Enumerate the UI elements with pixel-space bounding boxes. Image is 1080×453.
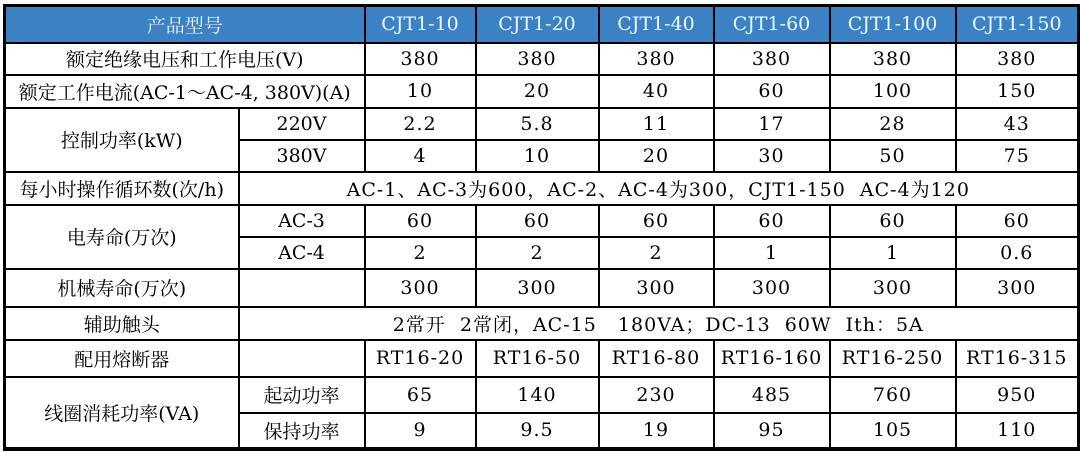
value-cell: 300 — [956, 269, 1079, 307]
value-cell: 2.2 — [365, 108, 476, 140]
value-cell: 60 — [830, 205, 956, 237]
value-cell: 20 — [476, 75, 599, 108]
value-cell: 4 — [365, 140, 476, 172]
value-cell: 760 — [830, 377, 956, 413]
value-cell: 380 — [476, 43, 599, 75]
value-cell: 20 — [599, 140, 714, 172]
row-label: 额定工作电流(AC-1～AC-4, 380V)(A) — [5, 75, 365, 108]
value-cell: 60 — [476, 205, 599, 237]
header-row — [5, 6, 1079, 43]
value-cell: 28 — [830, 108, 956, 140]
value-cell: 60 — [956, 205, 1079, 237]
row-rated-current — [5, 75, 1079, 108]
sub-label: AC-4 — [239, 237, 365, 269]
value-cell: 380 — [599, 43, 714, 75]
row-control-power-220v — [5, 108, 1079, 140]
row-mechanical-life — [5, 269, 1079, 307]
value-cell: 43 — [956, 108, 1079, 140]
value-cell: 11 — [599, 108, 714, 140]
value-cell: 17 — [714, 108, 830, 140]
row-coil-power-starting — [5, 377, 1079, 413]
row-label: 电寿命(万次) — [5, 205, 239, 269]
row-label: 机械寿命(万次) — [5, 269, 239, 307]
row-label: 配用熔断器 — [5, 340, 239, 377]
value-cell: 60 — [714, 75, 830, 108]
value-cell: 950 — [956, 377, 1079, 413]
header-model: CJT1-150 — [956, 6, 1079, 43]
value-cell: 380 — [956, 43, 1079, 75]
value-cell: 50 — [830, 140, 956, 172]
row-label: 辅助触头 — [5, 307, 239, 340]
value-cell: 380 — [365, 43, 476, 75]
value-cell: 1 — [714, 237, 830, 269]
header-product-label: 产品型号 — [5, 6, 365, 43]
value-cell: 19 — [599, 413, 714, 449]
value-cell-merged: AC-1、AC-3为600，AC-2、AC-4为300，CJT1-150 AC-4为120 — [239, 172, 1079, 205]
sub-label: 220V — [239, 108, 365, 140]
value-cell: 230 — [599, 377, 714, 413]
value-cell: 9 — [365, 413, 476, 449]
empty-cell — [239, 340, 365, 377]
row-operating-cycles — [5, 172, 1079, 205]
sub-label: 380V — [239, 140, 365, 172]
value-cell: RT16-20 — [365, 340, 476, 377]
header-model: CJT1-40 — [599, 6, 714, 43]
value-cell: 40 — [599, 75, 714, 108]
value-cell: 2 — [599, 237, 714, 269]
value-cell: 1 — [830, 237, 956, 269]
row-label: 控制功率(kW) — [5, 108, 239, 172]
value-cell: 10 — [476, 140, 599, 172]
value-cell: RT16-250 — [830, 340, 956, 377]
value-cell: RT16-50 — [476, 340, 599, 377]
value-cell: 75 — [956, 140, 1079, 172]
value-cell: 2 — [476, 237, 599, 269]
row-aux-contacts — [5, 307, 1079, 340]
empty-cell — [239, 269, 365, 307]
value-cell: 380 — [830, 43, 956, 75]
value-cell: 9.5 — [476, 413, 599, 449]
value-cell: 300 — [714, 269, 830, 307]
value-cell: 300 — [365, 269, 476, 307]
value-cell: 110 — [956, 413, 1079, 449]
header-model: CJT1-100 — [830, 6, 956, 43]
value-cell: 65 — [365, 377, 476, 413]
value-cell: 5.8 — [476, 108, 599, 140]
value-cell: 105 — [830, 413, 956, 449]
value-cell: 300 — [599, 269, 714, 307]
value-cell: RT16-160 — [714, 340, 830, 377]
value-cell: 60 — [714, 205, 830, 237]
value-cell: 150 — [956, 75, 1079, 108]
row-label: 线圈消耗功率(VA) — [5, 377, 239, 449]
value-cell: 2 — [365, 237, 476, 269]
value-cell: 10 — [365, 75, 476, 108]
row-label: 额定绝缘电压和工作电压(V) — [5, 43, 365, 75]
table-header — [5, 6, 1079, 43]
value-cell: 140 — [476, 377, 599, 413]
value-cell: 60 — [599, 205, 714, 237]
header-model: CJT1-20 — [476, 6, 599, 43]
value-cell: 100 — [830, 75, 956, 108]
value-cell: 0.6 — [956, 237, 1079, 269]
row-fuse — [5, 340, 1079, 377]
value-cell: 300 — [830, 269, 956, 307]
header-model: CJT1-10 — [365, 6, 476, 43]
value-cell: 95 — [714, 413, 830, 449]
value-cell: 485 — [714, 377, 830, 413]
value-cell: RT16-315 — [956, 340, 1079, 377]
product-spec-table — [3, 4, 1080, 451]
header-model: CJT1-60 — [714, 6, 830, 43]
sub-label: 起动功率 — [239, 377, 365, 413]
row-label: 每小时操作循环数(次/h) — [5, 172, 239, 205]
value-cell: 30 — [714, 140, 830, 172]
row-rated-voltage — [5, 43, 1079, 75]
value-cell: 60 — [365, 205, 476, 237]
value-cell: 380 — [714, 43, 830, 75]
value-cell: RT16-80 — [599, 340, 714, 377]
sub-label: AC-3 — [239, 205, 365, 237]
value-cell-merged: 2常开 2常闭，AC-15 180VA；DC-13 60W Ith：5A — [239, 307, 1079, 340]
sub-label: 保持功率 — [239, 413, 365, 449]
row-electrical-life-ac3 — [5, 205, 1079, 237]
value-cell: 300 — [476, 269, 599, 307]
